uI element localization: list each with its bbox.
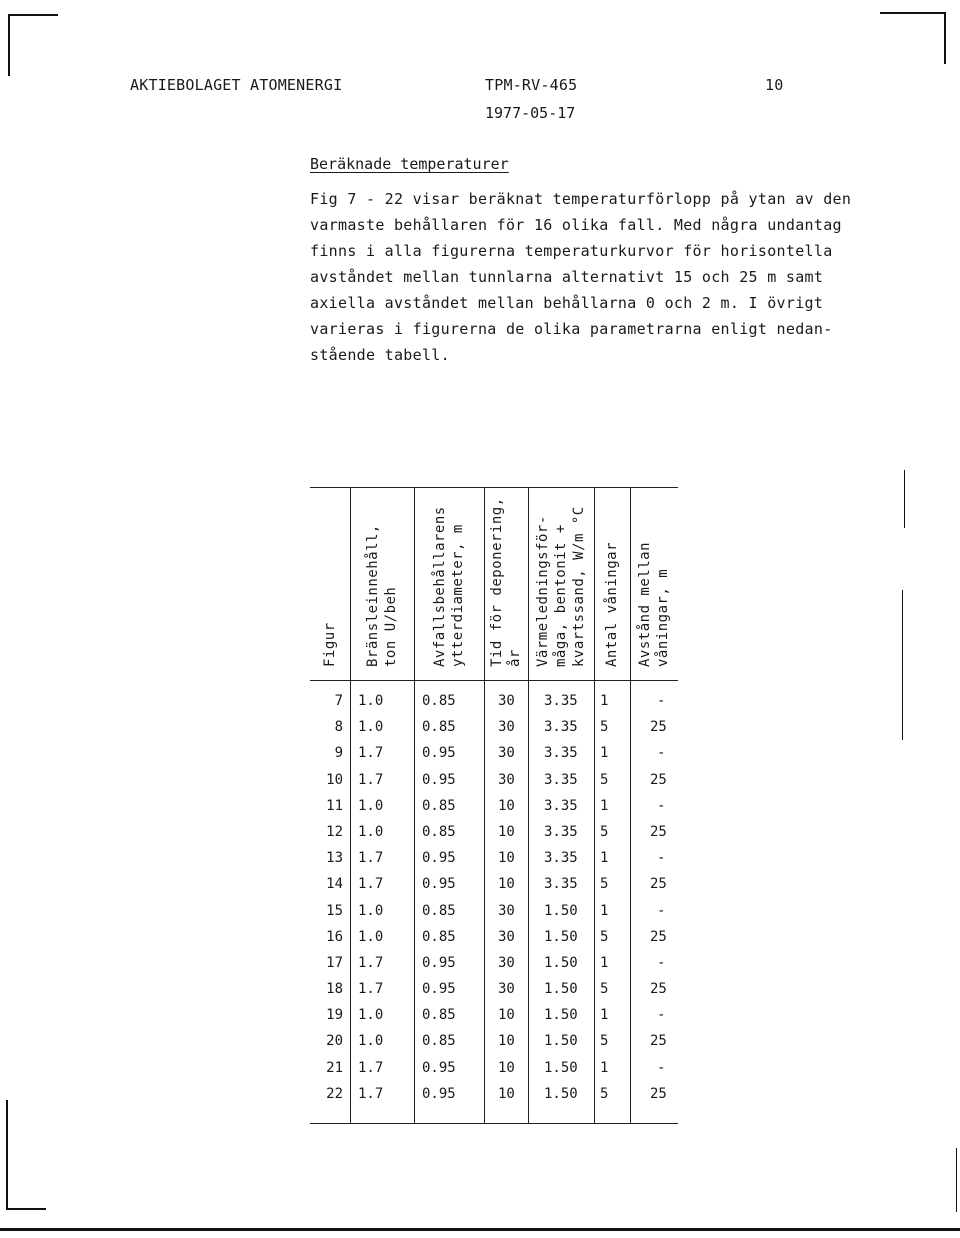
header-line: Figur xyxy=(322,622,338,667)
header-floor-count xyxy=(594,487,630,680)
header-line: år xyxy=(507,649,523,667)
table-row xyxy=(310,772,678,798)
table-cell: 1.0 xyxy=(358,719,384,736)
table-cell: 7 xyxy=(334,693,343,709)
table-cell: 0.95 xyxy=(422,745,456,762)
scan-mark-left-v xyxy=(6,1100,8,1210)
header-line: ton U/beh xyxy=(383,586,399,667)
table-cell: - xyxy=(657,1059,666,1076)
table-cell: 5 xyxy=(600,928,609,945)
table-cell: 1.7 xyxy=(358,981,384,998)
paragraph-line: varieras i figurerna de olika parametrarna enligt nedan- xyxy=(310,320,833,338)
paragraph-line: Fig 7 - 22 visar beräknat temperaturförlopp på ytan av den xyxy=(310,190,852,208)
table-row xyxy=(310,745,678,771)
table-cell: 3.35 xyxy=(544,771,578,788)
header-fuel-content xyxy=(350,487,414,680)
paragraph-line: stående tabell. xyxy=(310,346,450,364)
table-bottom-rule xyxy=(310,1123,678,1124)
table-cell: 8 xyxy=(334,719,343,736)
scan-mark-top-left-v xyxy=(8,14,10,76)
table-header-rule xyxy=(310,680,678,681)
table-cell: 5 xyxy=(600,1033,609,1050)
table-cell: 30 xyxy=(498,981,515,998)
header-container-diameter xyxy=(414,487,484,680)
table-row xyxy=(310,850,678,876)
table-cell: 18 xyxy=(326,981,343,998)
table-cell: 3.35 xyxy=(544,876,578,893)
table-cell: 1.50 xyxy=(544,1085,578,1102)
table-cell: 5 xyxy=(600,823,609,840)
header-line: ytterdiameter, m xyxy=(450,524,466,667)
table-cell: 1.0 xyxy=(358,823,384,840)
table-cell: 1 xyxy=(600,954,609,971)
section-title-text: Beräknade temperaturer xyxy=(310,155,509,173)
header-line: våningar, m xyxy=(655,568,671,667)
table-cell: 0.95 xyxy=(422,850,456,867)
table-cell: 12 xyxy=(326,823,343,840)
table-cell: 1.7 xyxy=(358,954,384,971)
header-line: Tid för deponering, xyxy=(489,497,505,667)
table-cell: 25 xyxy=(650,981,667,998)
scan-mark-top-left-h xyxy=(8,14,58,16)
table-cell: 0.85 xyxy=(422,719,456,736)
table-row xyxy=(310,955,678,981)
table-cell: 0.95 xyxy=(422,954,456,971)
table-cell: 25 xyxy=(650,719,667,736)
table-cell: 17 xyxy=(326,954,343,971)
table-cell: 0.85 xyxy=(422,1007,456,1024)
table-cell: 3.35 xyxy=(544,797,578,814)
table-row xyxy=(310,981,678,1007)
header-line: Värmeledningsför- xyxy=(535,515,551,667)
table-cell: 25 xyxy=(650,771,667,788)
table-cell: 3.35 xyxy=(544,850,578,867)
table-cell: 1 xyxy=(600,797,609,814)
table-cell: - xyxy=(657,850,666,867)
scan-mark-bottom-right-v xyxy=(956,1148,957,1212)
table-cell: 1.0 xyxy=(358,902,384,919)
table-cell: 3.35 xyxy=(544,823,578,840)
paragraph-line: varmaste behållaren för 16 olika fall. Med några undantag xyxy=(310,216,842,234)
table-cell: 30 xyxy=(498,771,515,788)
table-cell: 30 xyxy=(498,902,515,919)
table-cell: - xyxy=(657,954,666,971)
table-row xyxy=(310,876,678,902)
table-cell: 5 xyxy=(600,1085,609,1102)
table-cell: 14 xyxy=(326,876,343,893)
table-cell: 21 xyxy=(326,1059,343,1076)
table-cell: 0.95 xyxy=(422,771,456,788)
table-cell: 30 xyxy=(498,954,515,971)
report-date: 1977-05-17 xyxy=(485,104,576,122)
table-cell: 1 xyxy=(600,693,609,709)
table-cell: 10 xyxy=(498,823,515,840)
table-cell: 1.0 xyxy=(358,928,384,945)
table-cell: 20 xyxy=(326,1033,343,1050)
parameter-table xyxy=(310,487,678,1124)
section-title xyxy=(310,155,509,173)
header-line: måga, bentonit + xyxy=(553,524,569,667)
table-cell: 30 xyxy=(498,745,515,762)
company-name: AKTIEBOLAGET ATOMENERGI xyxy=(130,76,343,94)
paragraph-line: axiella avståndet mellan behållarna 0 och 2 m. I övrigt xyxy=(310,294,824,312)
header-line: Avstånd mellan xyxy=(637,541,653,667)
table-row xyxy=(310,719,678,745)
table-cell: 3.35 xyxy=(544,693,578,709)
table-cell: 16 xyxy=(326,928,343,945)
table-cell: 0.95 xyxy=(422,1059,456,1076)
table-cell: 0.85 xyxy=(422,797,456,814)
scan-mark-right-v2 xyxy=(902,590,903,740)
table-cell: 0.95 xyxy=(422,1085,456,1102)
table-cell: 5 xyxy=(600,771,609,788)
table-cell: 1.0 xyxy=(358,1007,384,1024)
header-figur xyxy=(310,487,350,680)
table-cell: 9 xyxy=(334,745,343,762)
table-row xyxy=(310,929,678,955)
paragraph-line: finns i alla figurerna temperaturkurvor för horisontella xyxy=(310,242,833,260)
table-cell: 10 xyxy=(326,771,343,788)
table-cell: 5 xyxy=(600,981,609,998)
table-cell: - xyxy=(657,745,666,762)
table-cell: 22 xyxy=(326,1085,343,1102)
header-line: Avfallsbehållarens xyxy=(432,506,448,667)
table-cell: 1.50 xyxy=(544,1033,578,1050)
header-thermal-conductivity xyxy=(528,487,594,680)
table-cell: 1.50 xyxy=(544,902,578,919)
table-cell: 0.85 xyxy=(422,693,456,709)
table-cell: 10 xyxy=(498,1033,515,1050)
table-cell: 10 xyxy=(498,876,515,893)
table-cell: 10 xyxy=(498,850,515,867)
scan-mark-right-v xyxy=(904,470,905,528)
table-cell: - xyxy=(657,1007,666,1024)
table-cell: 1 xyxy=(600,1059,609,1076)
table-cell: 10 xyxy=(498,1007,515,1024)
table-cell: 5 xyxy=(600,876,609,893)
table-cell: 1.50 xyxy=(544,981,578,998)
table-cell: 1.50 xyxy=(544,928,578,945)
table-cell: 1.0 xyxy=(358,797,384,814)
table-cell: 30 xyxy=(498,928,515,945)
table-cell: 0.95 xyxy=(422,981,456,998)
table-body xyxy=(310,693,678,1112)
table-cell: 1.7 xyxy=(358,850,384,867)
table-cell: 1 xyxy=(600,745,609,762)
table-cell: 25 xyxy=(650,1085,667,1102)
table-cell: 1 xyxy=(600,850,609,867)
paragraph-line: avståndet mellan tunnlarna alternativt 15 och 25 m samt xyxy=(310,268,824,286)
table-cell: 3.35 xyxy=(544,719,578,736)
table-cell: 1.7 xyxy=(358,876,384,893)
scan-mark-top-right-v xyxy=(944,12,946,64)
page-number: 10 xyxy=(765,76,784,94)
table-cell: 1.7 xyxy=(358,771,384,788)
header-deposition-time xyxy=(484,487,528,680)
table-cell: 11 xyxy=(326,797,343,814)
table-cell: 1.0 xyxy=(358,1033,384,1050)
table-cell: 1.50 xyxy=(544,1007,578,1024)
table-row xyxy=(310,693,678,719)
table-cell: 1 xyxy=(600,902,609,919)
table-cell: 25 xyxy=(650,823,667,840)
table-cell: 13 xyxy=(326,850,343,867)
table-cell: 0.85 xyxy=(422,1033,456,1050)
table-cell: 0.85 xyxy=(422,902,456,919)
table-cell: 25 xyxy=(650,928,667,945)
table-cell: - xyxy=(657,693,666,709)
table-cell: 25 xyxy=(650,876,667,893)
table-cell: 1.50 xyxy=(544,954,578,971)
table-row xyxy=(310,903,678,929)
table-cell: 1.0 xyxy=(358,693,384,709)
scan-mark-bottom-rule xyxy=(0,1228,960,1231)
table-row xyxy=(310,1060,678,1086)
table-cell: - xyxy=(657,902,666,919)
body-paragraph xyxy=(310,186,852,368)
table-row xyxy=(310,798,678,824)
table-cell: 1.50 xyxy=(544,1059,578,1076)
report-id: TPM-RV-465 xyxy=(485,76,578,94)
table-row xyxy=(310,1086,678,1112)
table-cell: 1.7 xyxy=(358,1059,384,1076)
table-row xyxy=(310,1007,678,1033)
table-cell: 0.85 xyxy=(422,928,456,945)
header-line: kvartssand, W/m °C xyxy=(571,506,587,667)
header-floor-spacing xyxy=(630,487,678,680)
table-cell: 0.85 xyxy=(422,823,456,840)
table-cell: 25 xyxy=(650,1033,667,1050)
header-line: Antal våningar xyxy=(604,541,620,667)
table-cell: 10 xyxy=(498,1059,515,1076)
table-cell: 19 xyxy=(326,1007,343,1024)
table-cell: 1 xyxy=(600,1007,609,1024)
table-cell: 30 xyxy=(498,693,515,709)
table-cell: 0.95 xyxy=(422,876,456,893)
table-cell: 15 xyxy=(326,902,343,919)
table-row xyxy=(310,824,678,850)
table-cell: 10 xyxy=(498,1085,515,1102)
table-cell: 1.7 xyxy=(358,1085,384,1102)
header-line: Bränsleinnehåll, xyxy=(365,524,381,667)
table-row xyxy=(310,1033,678,1059)
scan-mark-top-right-h xyxy=(880,12,946,14)
table-cell: - xyxy=(657,797,666,814)
table-cell: 3.35 xyxy=(544,745,578,762)
table-cell: 1.7 xyxy=(358,745,384,762)
scan-mark-bottom-left-h xyxy=(6,1208,46,1210)
table-cell: 10 xyxy=(498,797,515,814)
table-cell: 30 xyxy=(498,719,515,736)
table-cell: 5 xyxy=(600,719,609,736)
